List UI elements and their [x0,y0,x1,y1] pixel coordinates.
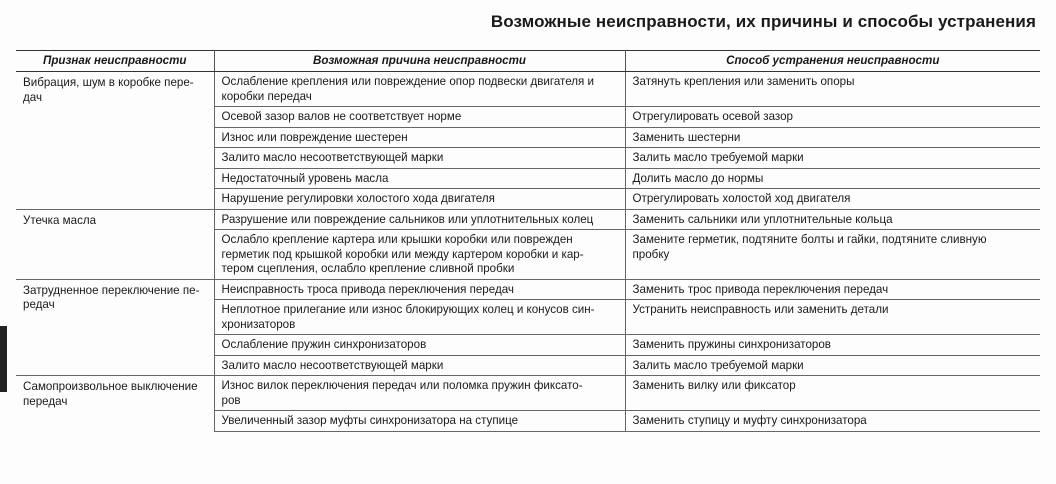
cause-cell: Увеличенный зазор муфты синхронизатора на ступице [214,411,625,432]
cause-cell: Ослабление пружин синхронизаторов [214,335,625,356]
cause-cell: Недостаточный уровень масла [214,168,625,189]
fix-cell: Залить масло требуемой марки [625,148,1040,169]
symptom-cell: Утечка масла [16,209,214,279]
fix-cell: Замените герметик, подтяните болты и гайки, подтяните сливную пробку [625,230,1040,280]
cause-cell: Неплотное прилегание или износ блокирующих колец и конусов син- хронизаторов [214,300,625,335]
cause-cell: Ослабление крепления или повреждение опор подвески двигателя и коробки передач [214,72,625,107]
cause-cell: Залито масло несоответствующей марки [214,148,625,169]
fix-cell: Отрегулировать холостой ход двигателя [625,189,1040,210]
cause-cell: Износ или повреждение шестерен [214,127,625,148]
fix-cell: Долить масло до нормы [625,168,1040,189]
fix-cell: Заменить вилку или фиксатор [625,376,1040,411]
table-body [16,72,1040,432]
header-cause: Возможная причина неисправности [214,51,625,72]
table-row [16,209,1040,230]
fix-cell: Заменить ступицу и муфту синхронизатора [625,411,1040,432]
fix-cell: Затянуть крепления или заменить опоры [625,72,1040,107]
symptom-cell: Вибрация, шум в коробке пере- дач [16,72,214,210]
fix-cell: Заменить пружины синхронизаторов [625,335,1040,356]
fix-cell: Залить масло требуемой марки [625,355,1040,376]
table-row [16,376,1040,411]
page-title: Возможные неисправности, их причины и способы устранения [490,12,1036,31]
cause-cell: Осевой зазор валов не соответствует норме [214,107,625,128]
table-row [16,279,1040,300]
fix-cell: Заменить шестерни [625,127,1040,148]
page-edge-marker [0,326,7,392]
cause-cell: Разрушение или повреждение сальников или уплотнительных колец [214,209,625,230]
cause-cell: Износ вилок переключения передач или поломка пружин фиксато- ров [214,376,625,411]
fix-cell: Заменить сальники или уплотнительные кольца [625,209,1040,230]
fix-cell: Устранить неисправность или заменить детали [625,300,1040,335]
cause-cell: Ослабло крепление картера или крышки коробки или поврежден герметик под крышкой коробки или между картером коробки и кар- тером сцепления, ослабло крепление сливной пробки [214,230,625,280]
symptom-cell: Самопроизвольное выключение передач [16,376,214,432]
cause-cell: Нарушение регулировки холостого хода двигателя [214,189,625,210]
fault-table [16,50,1040,432]
header-fix: Способ устранения неисправности [625,51,1040,72]
table-header-row [16,51,1040,72]
symptom-cell: Затрудненное переключение пе- редач [16,279,214,376]
cause-cell: Неисправность троса привода переключения передач [214,279,625,300]
fix-cell: Отрегулировать осевой зазор [625,107,1040,128]
header-symptom: Признак неисправности [16,51,214,72]
cause-cell: Залито масло несоответствующей марки [214,355,625,376]
table-row [16,72,1040,107]
fix-cell: Заменить трос привода переключения передач [625,279,1040,300]
